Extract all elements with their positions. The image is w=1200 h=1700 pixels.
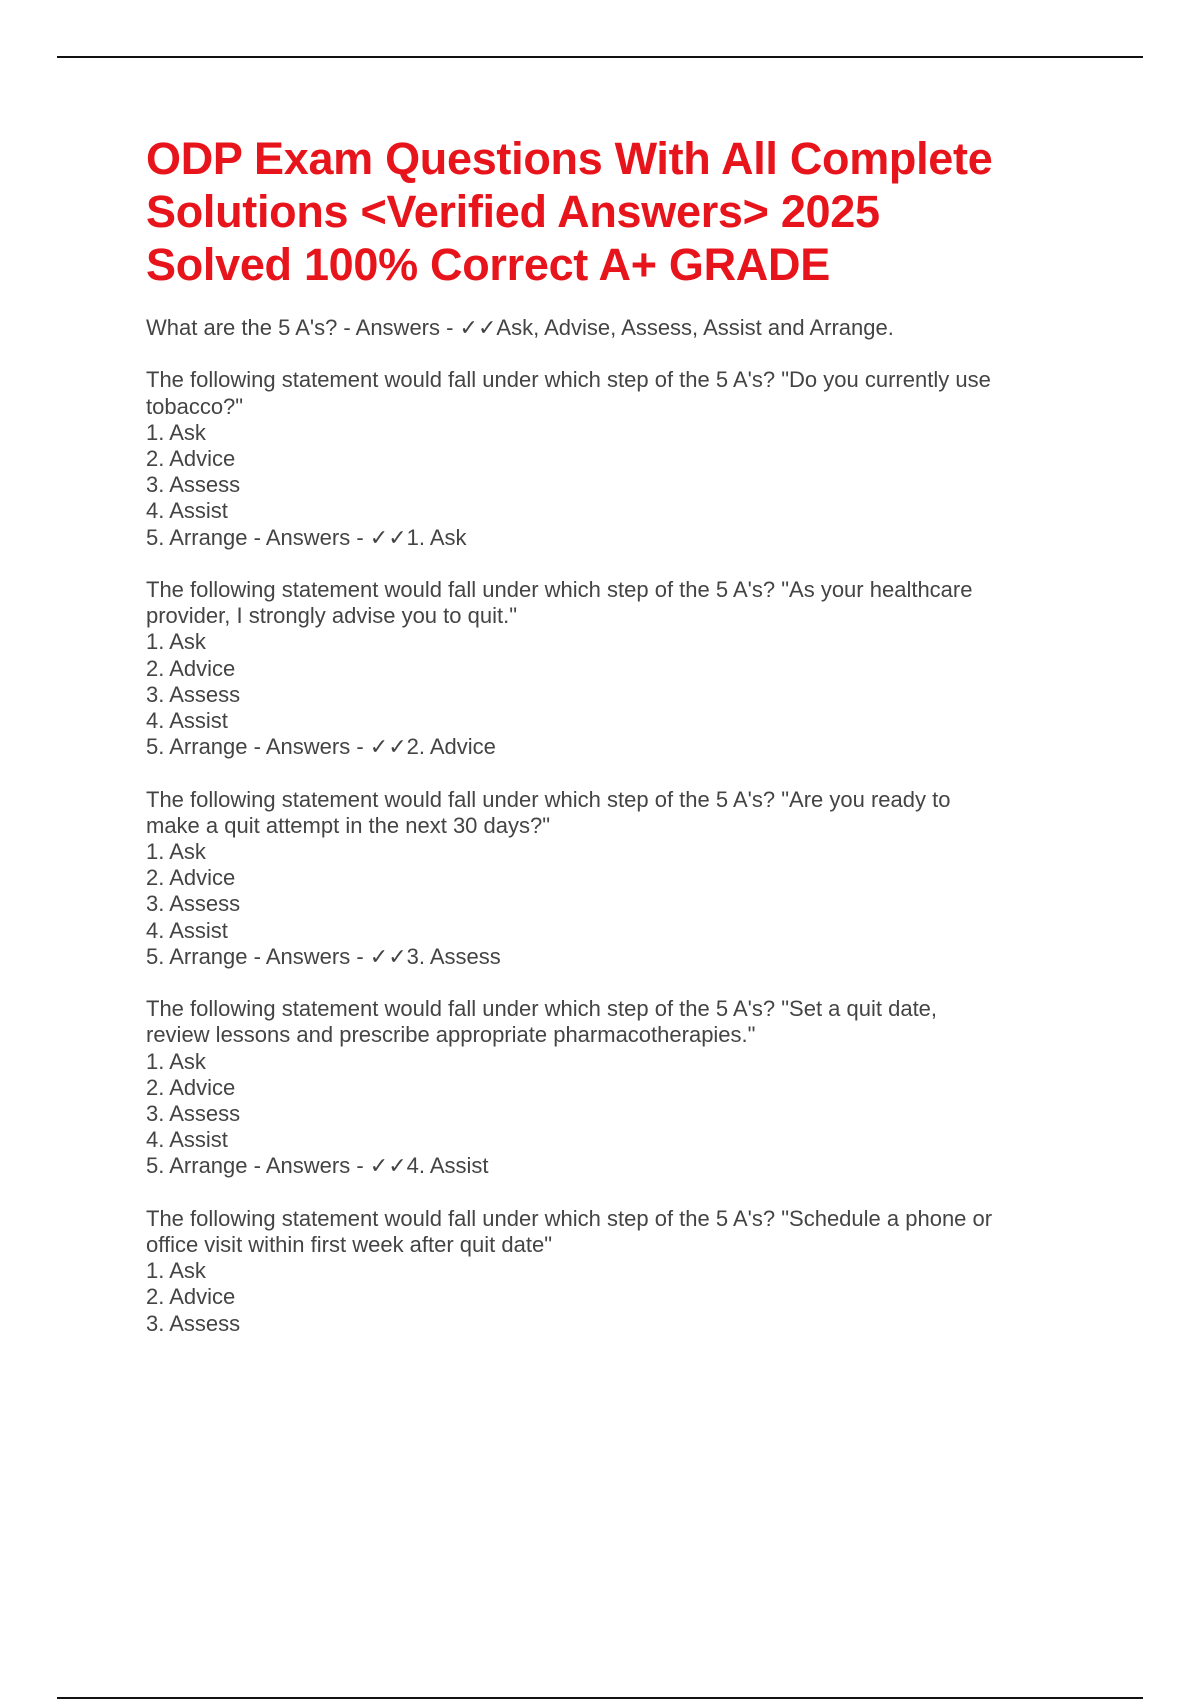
question-text: The following statement would fall under which step of the 5 A's? "As your healthcare [146, 577, 973, 602]
answer-option: 1. Ask [146, 839, 206, 865]
answer-option: 4. Assist [146, 917, 228, 943]
answer-option: 5. Arrange - Answers - ✓✓3. Assess [146, 943, 501, 969]
title-line: Solutions <Verified Answers> 2025 [146, 186, 880, 237]
answer-option: 1. Ask [146, 419, 206, 445]
answer-option: 2. Advice [146, 865, 236, 891]
bottom-rule [57, 1697, 1143, 1699]
document-title [146, 132, 1106, 291]
top-rule [57, 56, 1143, 58]
answer-option: 2. Advice [146, 1074, 236, 1100]
intro-paragraph [146, 315, 1106, 341]
question-block [146, 996, 1106, 1179]
answer-option: 5. Arrange - Answers - ✓✓4. Assist [146, 1153, 489, 1179]
question-text: The following statement would fall under which step of the 5 A's? "Schedule a phone or [146, 1205, 993, 1231]
question-text: tobacco?" [146, 393, 244, 419]
question-list [146, 367, 1106, 1336]
question-block [146, 787, 1106, 970]
intro-text: What are the 5 A's? - Answers - ✓✓Ask, Advise, Assess, Assist and Arrange. [146, 315, 894, 340]
answer-option: 4. Assist [146, 1127, 228, 1153]
question-text: The following statement would fall under which step of the 5 A's? "Do you currently use [146, 367, 991, 393]
answer-option: 5. Arrange - Answers - ✓✓1. Ask [146, 524, 467, 550]
title-line: ODP Exam Questions With All Complete [146, 133, 993, 184]
question-text: The following statement would fall under which step of the 5 A's? "Are you ready to [146, 786, 951, 812]
document-body [146, 315, 1106, 1363]
answer-option: 4. Assist [146, 498, 228, 524]
answer-option: 1. Ask [146, 629, 206, 655]
answer-option: 5. Arrange - Answers - ✓✓2. Advice [146, 734, 496, 760]
answer-option: 3. Assess [146, 891, 241, 917]
answer-option: 1. Ask [146, 1258, 206, 1284]
answer-option: 3. Assess [146, 1310, 241, 1336]
question-block [146, 577, 1106, 760]
answer-option: 4. Assist [146, 708, 228, 734]
question-text: make a quit attempt in the next 30 days?" [146, 812, 551, 838]
answer-option: 1. Ask [146, 1048, 206, 1074]
title-line: Solved 100% Correct A+ GRADE [146, 239, 830, 290]
answer-option: 2. Advice [146, 655, 236, 681]
answer-option: 3. Assess [146, 1101, 241, 1127]
answer-option: 3. Assess [146, 681, 241, 707]
answer-option: 3. Assess [146, 472, 241, 498]
answer-option: 2. Advice [146, 446, 236, 471]
question-text: office visit within first week after quit date" [146, 1232, 553, 1258]
question-text: review lessons and prescribe appropriate pharmacotherapies." [146, 1022, 756, 1048]
question-block [146, 1206, 1106, 1337]
answer-option: 2. Advice [146, 1284, 236, 1310]
question-block [146, 367, 1106, 550]
question-text: provider, I strongly advise you to quit." [146, 603, 518, 629]
question-text: The following statement would fall under which step of the 5 A's? "Set a quit date, [146, 996, 938, 1022]
